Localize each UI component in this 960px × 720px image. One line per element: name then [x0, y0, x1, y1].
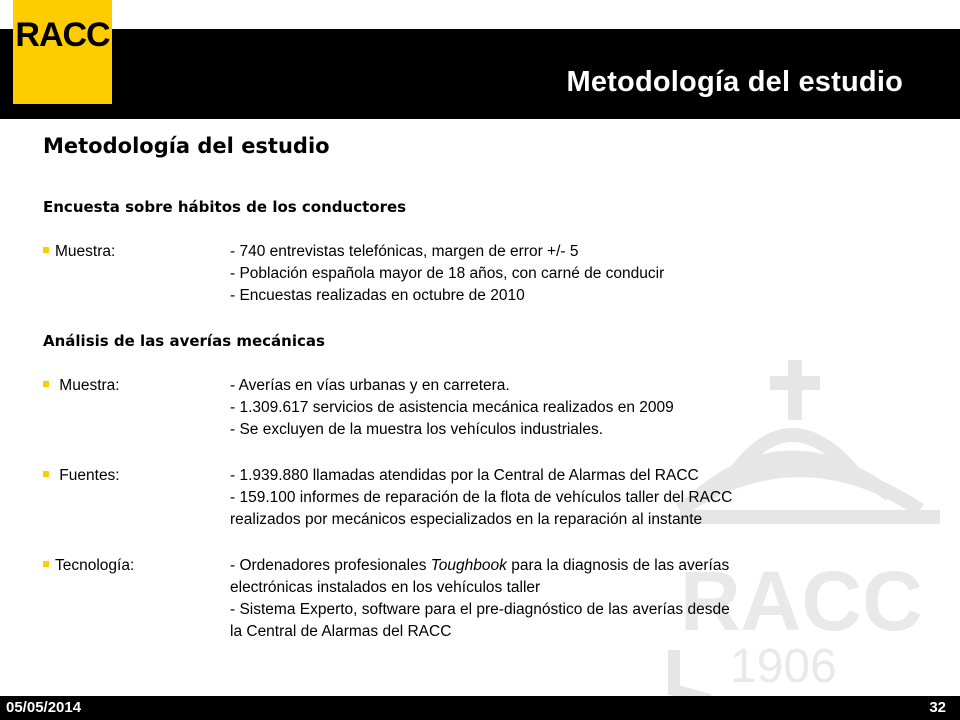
watermark-year: 1906	[730, 640, 837, 693]
bullet-icon	[43, 561, 49, 567]
header-title: Metodología del estudio	[566, 66, 903, 98]
section-title-survey: Encuesta sobre hábitos de los conductores	[43, 198, 407, 216]
header-bar	[0, 29, 960, 119]
item-lines: - 1.939.880 llamadas atendidas por la Central de Alarmas del RACC - 159.100 informes de reparación de la flota de vehículos taller del RACC realizados por mecánicos especializados en la reparación al instante	[230, 467, 733, 528]
bullet-icon	[43, 381, 49, 387]
footer-bar	[0, 696, 960, 720]
bullet-icon	[43, 247, 49, 253]
watermark-text: RACC	[680, 554, 923, 648]
item-label: Muestra:	[43, 241, 115, 263]
page-title: Metodología del estudio	[43, 134, 330, 158]
footer-date: 05/05/2014	[6, 699, 82, 716]
item-label: Fuentes:	[43, 465, 120, 487]
item-lines: - Ordenadores profesionales Toughbook para la diagnosis de las averías electrónicas instalados en los vehículos taller - Sistema Experto, software para el pre-diagnóstico de las averías desde la Central de Alarmas del RACC	[230, 557, 730, 640]
logo-text: RACC	[15, 16, 110, 54]
item-label: Muestra:	[43, 375, 120, 397]
item-label: Tecnología:	[43, 555, 134, 577]
item-lines: - Averías en vías urbanas y en carretera. - 1.309.617 servicios de asistencia mecánica realizados en 2009 - Se excluyen de la muestra los vehículos industriales.	[230, 377, 674, 438]
page-number: 32	[929, 699, 946, 716]
section-title-analysis: Análisis de las averías mecánicas	[43, 332, 325, 350]
item-lines: - 740 entrevistas telefónicas, margen de error +/- 5 - Población española mayor de 18 años, con carné de conducir - Encuestas realizadas en octubre de 2010	[230, 243, 665, 304]
racc-logo	[13, 0, 112, 104]
bullet-icon	[43, 471, 49, 477]
